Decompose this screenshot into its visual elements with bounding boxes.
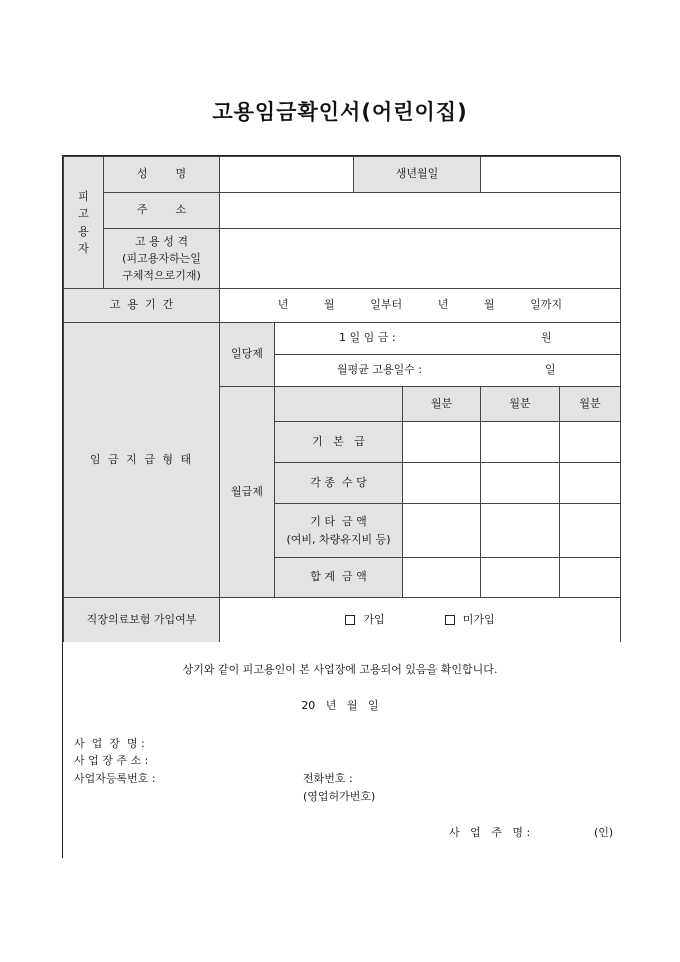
license-number-label: (영업허가번호)	[303, 790, 376, 803]
name-label: 성 명	[103, 156, 220, 193]
daily-wage-label: 1 일 임 금 :	[339, 331, 396, 345]
base-salary-cell[interactable]	[559, 421, 621, 463]
base-salary-cell[interactable]	[480, 421, 560, 463]
phone-label: 전화번호 :	[303, 772, 353, 785]
total-amount-cell[interactable]	[480, 557, 560, 598]
month-header: 월분	[402, 386, 481, 422]
period-month-from: 월	[324, 298, 335, 312]
other-amount-note: (여비, 차량유지비 등)	[286, 532, 391, 546]
avg-days-unit: 일	[545, 363, 556, 377]
month-header: 월분	[559, 386, 621, 422]
period-day-to: 일까지	[530, 298, 563, 312]
employee-label-char: 고	[78, 207, 89, 221]
other-amount-cell[interactable]	[559, 503, 621, 558]
checkbox-icon[interactable]	[445, 615, 455, 625]
month-header: 월분	[480, 386, 560, 422]
employment-nature-label	[103, 228, 220, 289]
allowance-label: 각 종 수 당	[274, 462, 403, 504]
address-label: 주 소	[103, 192, 220, 229]
nature-label-line: (피고용자하는일	[122, 251, 201, 265]
checkbox-icon[interactable]	[345, 615, 355, 625]
insurance-label: 직장의료보험 가입여부	[63, 597, 220, 643]
certification-date: 20 년 월 일	[301, 699, 379, 712]
employee-group-label	[63, 156, 104, 289]
address-field[interactable]	[219, 192, 621, 229]
period-day-from: 일부터	[370, 298, 403, 312]
employee-label-char: 용	[78, 224, 89, 238]
employee-label-char: 피	[78, 190, 89, 204]
avg-days-label: 월평균 고용일수 :	[337, 363, 423, 377]
allowance-cell[interactable]	[559, 462, 621, 504]
allowance-cell[interactable]	[402, 462, 481, 504]
period-field[interactable]	[219, 288, 621, 323]
period-year-to: 년	[437, 298, 449, 312]
owner-name-label: 사 업 주 명 :	[449, 826, 531, 839]
base-salary-cell[interactable]	[402, 421, 481, 463]
insurance-no-option[interactable]	[445, 612, 495, 629]
other-amount-cell[interactable]	[480, 503, 560, 558]
registration-number-label: 사업자등록번호 :	[74, 772, 156, 785]
daily-wage-unit: 원	[541, 331, 552, 345]
base-salary-label: 기 본 급	[274, 421, 403, 463]
other-amount-cell[interactable]	[402, 503, 481, 558]
period-label: 고 용 기 간	[63, 288, 220, 323]
daily-wage-type-label: 일당제	[219, 322, 275, 387]
insurance-yes-label: 가입	[363, 612, 385, 626]
name-field[interactable]	[219, 156, 354, 193]
insurance-no-label: 미가입	[462, 612, 495, 626]
nature-label-line: 고 용 성 격	[135, 234, 188, 248]
employment-nature-field[interactable]	[219, 228, 621, 289]
total-amount-cell[interactable]	[402, 557, 481, 598]
allowance-cell[interactable]	[480, 462, 560, 504]
nature-label-line: 구체적으로기재)	[122, 269, 201, 283]
business-name-label: 사 업 장 명 :	[74, 737, 145, 750]
total-amount-label: 합 계 금 액	[274, 557, 403, 598]
wage-type-label: 임 금 지 급 형 태	[63, 322, 220, 598]
daily-wage-row[interactable]	[274, 322, 621, 355]
month-header-blank	[274, 386, 403, 422]
business-address-label: 사 업 장 주 소 :	[74, 754, 149, 767]
birth-label: 생년월일	[353, 156, 481, 193]
certification-statement: 상기와 같이 피고용인이 본 사업장에 고용되어 있음을 확인합니다.	[182, 663, 498, 676]
total-amount-cell[interactable]	[559, 557, 621, 598]
period-month-to: 월	[484, 298, 495, 312]
other-amount-label	[274, 503, 403, 558]
other-amount-title: 기 타 금 액	[310, 515, 367, 529]
insurance-yes-option[interactable]	[345, 612, 384, 629]
avg-days-row[interactable]	[274, 354, 621, 387]
document-title: 고용임금확인서(어린이집)	[212, 100, 468, 124]
monthly-wage-type-label: 월급제	[219, 386, 275, 598]
insurance-options	[219, 597, 621, 643]
employee-label-char: 자	[78, 241, 89, 255]
seal-mark: (인)	[594, 826, 614, 839]
period-year-from: 년	[277, 298, 289, 312]
birth-field[interactable]	[480, 156, 621, 193]
